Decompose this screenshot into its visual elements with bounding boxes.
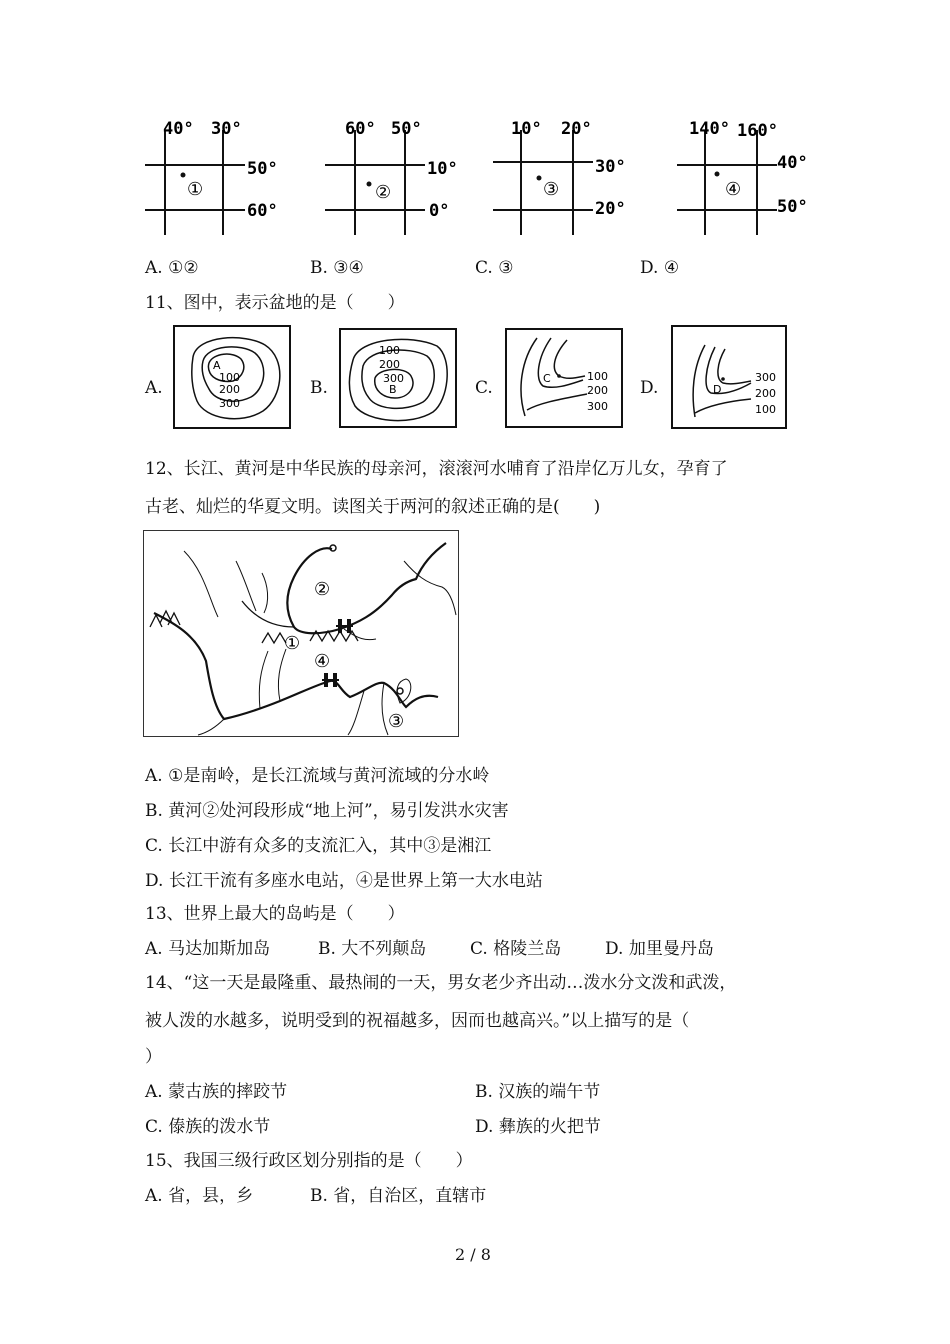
q10-figure-1 <box>145 110 320 240</box>
svg-text:100: 100 <box>379 344 400 357</box>
q15-option-b: B. 省，自治区，直辖市 <box>310 1186 487 1206</box>
q11-option-b-letter: B. <box>310 378 328 398</box>
q13-stem: 13、世界上最大的岛屿是（ ） <box>145 904 405 924</box>
q11-option-c-letter: C. <box>475 378 493 398</box>
point-label: A <box>213 359 221 372</box>
q14-option-d: D. 彝族的火把节 <box>475 1117 601 1137</box>
q10-option-d: D. ④ <box>640 258 680 278</box>
lat-label-bottom: 20° <box>595 199 626 219</box>
lon-label-right: 50° <box>391 119 422 139</box>
svg-text:200: 200 <box>379 358 400 371</box>
q13-option-a: A. 马达加斯加岛 <box>145 939 271 959</box>
lon-label-left: 40° <box>163 119 194 139</box>
lat-label-bottom: 50° <box>777 197 808 217</box>
q14-option-b: B. 汉族的端午节 <box>475 1082 601 1102</box>
q14-stem-line2: 被人泼的水越多，说明受到的祝福越多，因而也越高兴。”以上描写的是（ <box>145 1011 690 1031</box>
page-number: 2 / 8 <box>455 1245 491 1264</box>
q12-option-a: A. ①是南岭，是长江流域与黄河流域的分水岭 <box>145 766 490 786</box>
q11-contour-d <box>671 325 787 429</box>
map-label-4: ④ <box>314 651 331 672</box>
q13-option-c: C. 格陵兰岛 <box>470 939 562 959</box>
lon-label-left: 140° <box>689 119 730 139</box>
q14-option-c: C. 傣族的泼水节 <box>145 1117 271 1137</box>
q10-option-b: B. ③④ <box>310 258 364 278</box>
point-label: ② <box>375 182 392 203</box>
svg-text:100: 100 <box>755 403 776 416</box>
q12-river-map <box>143 530 459 737</box>
q11-contour-c <box>505 328 623 428</box>
lon-label-right: 30° <box>211 119 242 139</box>
q11-option-a-letter: A. <box>145 378 163 398</box>
map-label-3: ③ <box>388 711 405 732</box>
svg-text:200: 200 <box>587 384 608 397</box>
q10-option-a: A. ①② <box>145 258 199 278</box>
q12-stem-line2: 古老、灿烂的华夏文明。读图关于两河的叙述正确的是( ) <box>145 497 601 517</box>
lat-label-top: 30° <box>595 157 626 177</box>
lon-label-left: 10° <box>511 119 542 139</box>
lon-label-left: 60° <box>345 119 376 139</box>
point-label: B <box>389 383 397 396</box>
lat-label-bottom: 0° <box>429 201 450 221</box>
q12-stem-line1: 12、长江、黄河是中华民族的母亲河，滚滚河水哺育了沿岸亿万儿女，孕育了 <box>145 459 728 479</box>
q10-figure-4 <box>677 110 852 240</box>
q15-option-a: A. 省，县，乡 <box>145 1186 254 1206</box>
q12-option-b: B. 黄河②处河段形成“地上河”，易引发洪水灾害 <box>145 801 509 821</box>
svg-text:100: 100 <box>587 370 608 383</box>
q14-stem-line1: 14、“这一天是最隆重、最热闹的一天，男女老少齐出动…泼水分文泼和武泼， <box>145 973 737 993</box>
q10-option-c: C. ③ <box>475 258 514 278</box>
q11-contour-b <box>339 328 457 428</box>
q13-option-b: B. 大不列颠岛 <box>318 939 427 959</box>
svg-text:300: 300 <box>219 397 240 410</box>
q10-figure-3 <box>493 110 668 240</box>
point-label: D <box>713 383 722 396</box>
svg-text:300: 300 <box>755 371 776 384</box>
svg-text:100: 100 <box>219 371 240 384</box>
q11-stem: 11、图中，表示盆地的是（ ） <box>145 293 405 313</box>
lat-label-top: 50° <box>247 159 278 179</box>
q10-figure-2 <box>325 110 500 240</box>
map-label-1: ① <box>284 633 301 654</box>
map-label-2: ② <box>314 579 331 600</box>
q13-option-d: D. 加里曼丹岛 <box>605 939 714 959</box>
point-label: ④ <box>725 179 742 200</box>
svg-text:300: 300 <box>383 372 404 385</box>
q14-option-a: A. 蒙古族的摔跤节 <box>145 1082 288 1102</box>
point-label: C <box>543 372 551 385</box>
svg-text:300: 300 <box>587 400 608 413</box>
q15-stem: 15、我国三级行政区划分别指的是（ ） <box>145 1151 473 1171</box>
point-label: ③ <box>543 179 560 200</box>
q14-stem-line3: ） <box>145 1047 162 1067</box>
svg-text:200: 200 <box>755 387 776 400</box>
lat-label-bottom: 60° <box>247 201 278 221</box>
lon-label-right: 160° <box>737 121 778 141</box>
q12-option-c: C. 长江中游有众多的支流汇入，其中③是湘江 <box>145 836 492 856</box>
lon-label-right: 20° <box>561 119 592 139</box>
q12-option-d: D. 长江干流有多座水电站，④是世界上第一大水电站 <box>145 871 543 891</box>
lat-label-top: 40° <box>777 153 808 173</box>
point-label: ① <box>187 179 204 200</box>
lat-label-top: 10° <box>427 159 458 179</box>
q11-option-d-letter: D. <box>640 378 659 398</box>
svg-text:200: 200 <box>219 383 240 396</box>
q11-contour-a <box>173 325 291 429</box>
